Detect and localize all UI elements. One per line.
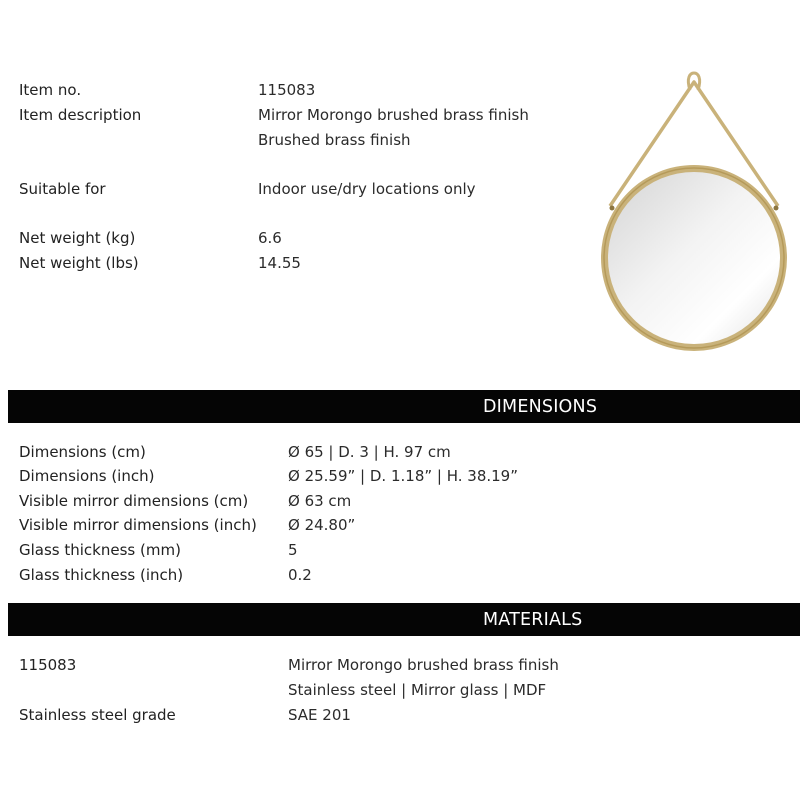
net-weight-lbs-value: 14.55 (258, 254, 301, 272)
item-description-value-2: Brushed brass finish (258, 131, 411, 149)
stainless-steel-grade-value: SAE 201 (288, 706, 351, 724)
dimensions-cm-value: Ø 65 | D. 3 | H. 97 cm (288, 443, 451, 461)
visible-mirror-cm-label: Visible mirror dimensions (cm) (19, 492, 249, 510)
glass-thickness-inch-label: Glass thickness (inch) (19, 566, 184, 584)
dimensions-cm-label: Dimensions (cm) (19, 443, 146, 461)
mirror-product-image (590, 70, 800, 370)
item-no-value: 115083 (258, 81, 316, 99)
materials-header-title: MATERIALS (483, 610, 583, 630)
material-item-value-2: Stainless steel | Mirror glass | MDF (288, 681, 547, 699)
visible-mirror-inch-value: Ø 24.80” (288, 516, 356, 534)
material-item-label: 115083 (19, 656, 77, 674)
item-description-label: Item description (19, 106, 142, 124)
glass-thickness-mm-label: Glass thickness (mm) (19, 541, 181, 559)
materials-header-bar (8, 603, 800, 636)
material-item-value: Mirror Morongo brushed brass finish (288, 656, 559, 674)
dimensions-inch-label: Dimensions (inch) (19, 467, 155, 485)
visible-mirror-inch-label: Visible mirror dimensions (inch) (19, 516, 257, 534)
visible-mirror-cm-value: Ø 63 cm (288, 492, 352, 510)
glass-thickness-mm-value: 5 (288, 541, 298, 559)
item-no-label: Item no. (19, 81, 82, 99)
suitable-for-label: Suitable for (19, 180, 106, 198)
net-weight-lbs-label: Net weight (lbs) (19, 254, 139, 272)
glass-thickness-inch-value: 0.2 (288, 566, 312, 584)
dimensions-header-bar (8, 390, 800, 423)
stainless-steel-grade-label: Stainless steel grade (19, 706, 176, 724)
net-weight-kg-value: 6.6 (258, 229, 282, 247)
item-description-value: Mirror Morongo brushed brass finish (258, 106, 529, 124)
dimensions-inch-value: Ø 25.59” | D. 1.18” | H. 38.19” (288, 467, 518, 485)
dimensions-header-title: DIMENSIONS (483, 397, 598, 417)
net-weight-kg-label: Net weight (kg) (19, 229, 136, 247)
suitable-for-value: Indoor use/dry locations only (258, 180, 476, 198)
